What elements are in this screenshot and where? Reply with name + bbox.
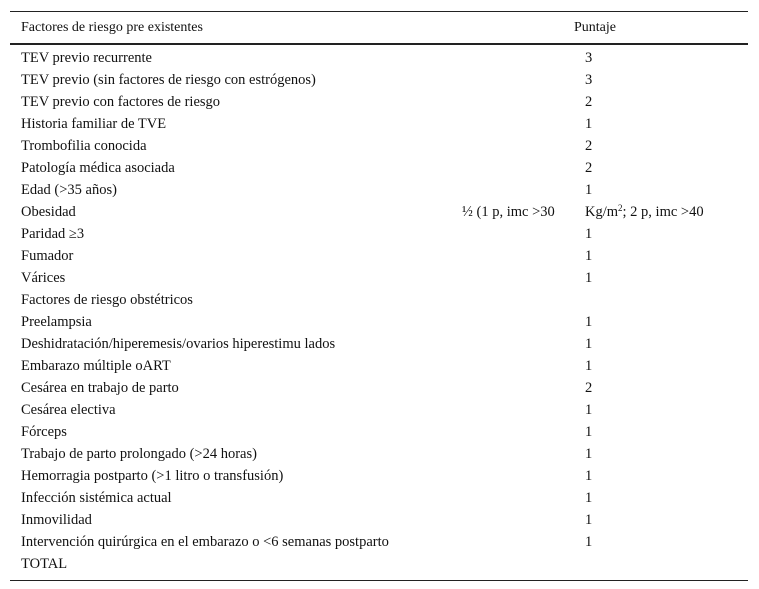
table-row (10, 157, 748, 179)
row-factor: Edad (>35 años) (21, 182, 117, 198)
table-row (10, 355, 748, 377)
row-score: 1 (585, 446, 593, 462)
row-score-suffix: ; 2 p, imc >40 (622, 204, 704, 220)
row-factor: Preelampsia (21, 314, 92, 330)
row-score: 3 (585, 50, 593, 66)
table-row (10, 443, 748, 465)
row-score: 1 (585, 358, 593, 374)
row-factor: Hemorragia postparto (>1 litro o transfusión) (21, 468, 284, 484)
table-body (10, 45, 748, 580)
row-factor: Trabajo de parto prolongado (>24 horas) (21, 446, 257, 462)
row-score: 1 (585, 468, 593, 484)
row-score: 1 (585, 336, 593, 352)
row-score: 1 (585, 534, 593, 550)
row-score: 2 (585, 160, 593, 176)
row-factor: Patología médica asociada (21, 160, 175, 176)
row-score: 1 (585, 424, 593, 440)
table-row (10, 47, 748, 69)
table-row (10, 267, 748, 289)
row-score: 1 (585, 402, 593, 418)
row-factor: Trombofilia conocida (21, 138, 147, 154)
row-factor: Fumador (21, 248, 74, 264)
row-factor: TEV previo (sin factores de riesgo con estrógenos) (21, 72, 316, 88)
row-factor: Cesárea en trabajo de parto (21, 380, 179, 396)
table-bottom-rule (10, 580, 748, 581)
row-factor: Historia familiar de TVE (21, 116, 167, 132)
row-factor: Obesidad (21, 204, 76, 220)
row-score: 3 (585, 72, 593, 88)
table-row-obesidad (10, 201, 748, 223)
row-factor: Cesárea electiva (21, 402, 116, 418)
row-factor: TOTAL (21, 556, 68, 572)
table-row (10, 487, 748, 509)
table-row (10, 333, 748, 355)
row-factor: Factores de riesgo obstétricos (21, 292, 193, 308)
table-row (10, 69, 748, 91)
table-row (10, 113, 748, 135)
header-factor: Factores de riesgo pre existentes (21, 20, 203, 35)
row-score: 1 (585, 314, 593, 330)
row-factor: Fórceps (21, 424, 67, 440)
row-score-superscript: 2 (618, 203, 623, 213)
table-row (10, 399, 748, 421)
table-row (10, 509, 748, 531)
row-score: 1 (585, 248, 593, 264)
row-score (585, 201, 704, 223)
risk-score-table (10, 11, 748, 581)
row-score: 1 (585, 116, 593, 132)
row-score: 1 (585, 226, 593, 242)
table-row (10, 223, 748, 245)
table-header-row (10, 12, 748, 43)
row-factor: Várices (21, 270, 66, 286)
row-score: 1 (585, 512, 593, 528)
table-row (10, 245, 748, 267)
row-factor: Intervención quirúrgica en el embarazo o <6 semanas postparto (21, 534, 389, 550)
row-factor: Infección sistémica actual (21, 490, 172, 506)
table-row (10, 311, 748, 333)
table-row (10, 377, 748, 399)
table-row (10, 91, 748, 113)
row-factor: Deshidratación/hiperemesis/ovarios hiperestimu lados (21, 336, 336, 352)
row-factor: TEV previo recurrente (21, 50, 152, 66)
row-score-prefix: Kg/m (585, 204, 619, 220)
row-factor: Inmovilidad (21, 512, 92, 528)
row-score: 1 (585, 490, 593, 506)
row-score: 2 (585, 138, 593, 154)
table-row (10, 135, 748, 157)
row-factor: Embarazo múltiple oART (21, 358, 171, 374)
row-score: 1 (585, 270, 593, 286)
table-total-row (10, 553, 748, 575)
row-score: 2 (585, 94, 593, 110)
table-section-row (10, 289, 748, 311)
table-row (10, 531, 748, 553)
table-row (10, 465, 748, 487)
row-factor: TEV previo con factores de riesgo (21, 94, 221, 110)
table-row (10, 421, 748, 443)
table-row (10, 179, 748, 201)
header-score: Puntaje (574, 20, 616, 35)
row-score-note: ½ (1 p, imc >30 (462, 204, 555, 220)
row-factor: Paridad ≥3 (21, 226, 85, 242)
row-score: 2 (585, 380, 593, 396)
row-score: 1 (585, 182, 593, 198)
